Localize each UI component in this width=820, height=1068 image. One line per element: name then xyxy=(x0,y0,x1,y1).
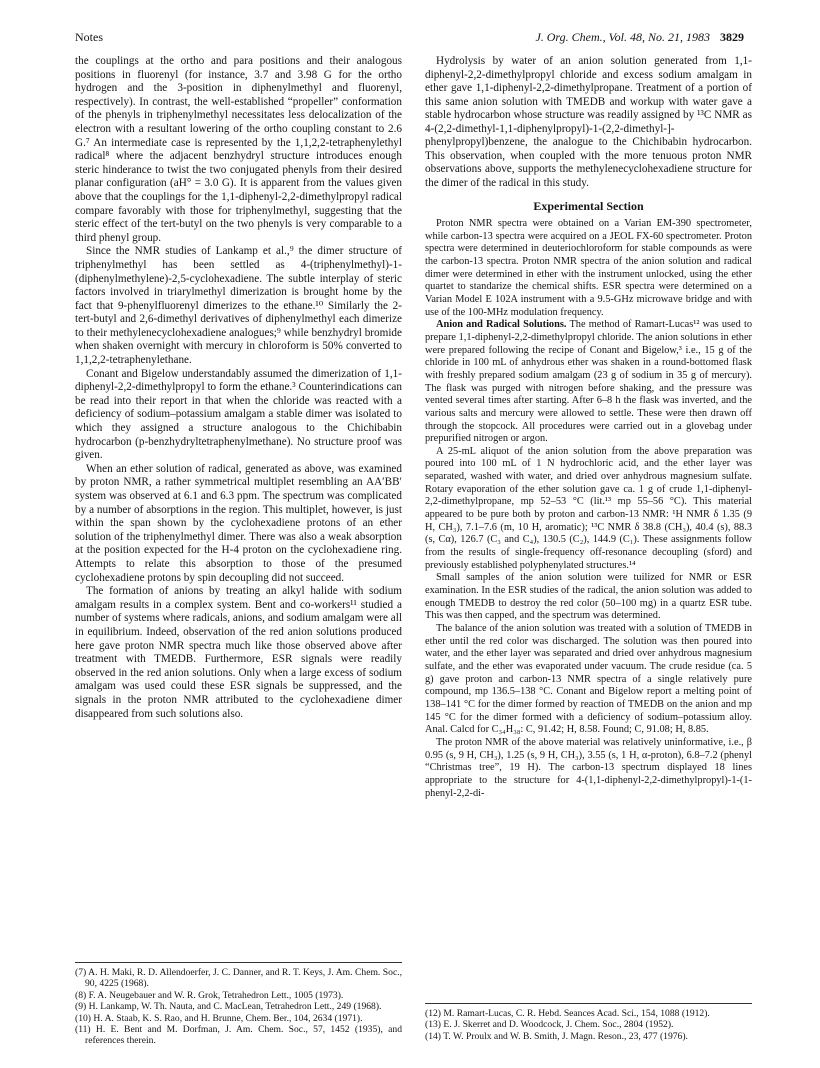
footnote: (9) H. Lankamp, W. Th. Nauta, and C. MacLean, Tetrahedron Lett., 249 (1968). xyxy=(75,1001,382,1013)
paragraph: The balance of the anion solution was treated with a solution of TMEDB in ether until the red color was discharged. The solution was then poured into water, and the ether layer was separated and dried over anhydrous magnesium sulfate, and the ether was evaporated under vacuum. The crude residue (ca. 5 g) gave proton and carbon-13 NMR spectra of a single relatively pure compound, mp 136.5–138 °C. Conant and Bigelow report a melting point of 138–141 °C for the dimer formed by reaction of TMEDB on the anion and mp 145 °C for the dimer formed with a deficiency of sodium–potassium alloy. Anal. Calcd for C₃₄H₃₈: C, 91.42; H, 8.58. Found; C, 91.08; H, 8.85. xyxy=(425,623,752,736)
paragraph-anion-radical xyxy=(425,319,752,446)
footnote: (7) A. H. Maki, R. D. Allendoerfer, J. C. Danner, and R. T. Keys, J. Am. Chem. Soc., 90, 4225 (1968). xyxy=(75,967,402,990)
paragraph: Since the NMR studies of Lankamp et al.,⁹ the dimer structure of triphenylmethyl has been settled as 4-(triphenylmethyl)-1-(diphenylmethylene)-2,5-cyclohexadiene. The subtle interplay of steric factors involved in triarylmethyl dimerization is brought home by the fact that 9-phenylfluorenyl dimerizes to the ethane.¹⁰ Similarly the 2-tert-butyl and 2,6-dimethyl derivatives of diphenylmethyl each dimerize to their methylenecyclohexadiene analogues;⁹ while benzhydryl bromide when shaken overnight with mercury in chloroform is 50% converted to 1,1,2,2-tetraphenylethane. xyxy=(75,245,402,367)
right-column xyxy=(425,55,752,800)
footnote: (12) M. Ramart-Lucas, C. R. Hebd. Seances Acad. Sci., 154, 1088 (1912). xyxy=(425,1008,710,1019)
header-section-label: Notes xyxy=(75,30,103,44)
experimental-body xyxy=(425,218,752,800)
paragraph: The formation of anions by treating an alkyl halide with sodium amalgam results in a complex system. Bent and co-workers¹¹ studied a number of systems where radicals, anions, and sodium amalgam were all in equilibrium. Indeed, observation of the red anion solutions produced here gave proton NMR spectra much like those observed above after treatment with TMEDB. Furthermore, ESR signals were readily observed in the red anion solutions. Only when a large excess of sodium amalgam was used could these ESR signals be suppressed, and the signals in the proton NMR attributed to the cyclohexadiene dimer disappeared from such solutions also. xyxy=(75,585,402,720)
paragraph: Small samples of the anion solution were tuilized for NMR or ESR examination. In the ESR studies of the radical, the anion solution was added to enough TMEDB to destroy the red color (50–100 mg) in a quartz ESR tube. This was then capped, and the spectrum was determined. xyxy=(425,572,752,622)
run-in-heading: Anion and Radical Solutions. xyxy=(436,319,567,331)
paragraph: Conant and Bigelow understandably assumed the dimerization of 1,1-diphenyl-2,2-dimethylpropyl to form the ethane.³ Counterindications can be read into their report in that when the chloride was reacted with a deficiency of sodium–potassium amalgam a stable dimer was isolated to which they assigned a structure analogous to the Chichibabin hydrocarbon (p-benzhydryltetraphenylmethane). No structure proof was given. xyxy=(75,367,402,462)
running-header xyxy=(75,30,744,46)
header-journal: J. Org. Chem., Vol. 48, No. 21, 1983 xyxy=(535,30,710,44)
paragraph: A 25-mL aliquot of the anion solution from the above preparation was poured into 100 mL of 1 N hydrochloric acid, and the ether layer was separated, washed with water, and dried over anhydrous magnesium sulfate. Rotary evaporation of the ether solution gave ca. 1 g of crude 1,1-diphenyl-2,2-dimethylpropane, mp 52–53 °C (lit.¹³ mp 55–56 °C). This material appeared to be pure both by proton and carbon-13 NMR: ¹H NMR δ 1.35 (9 H, CH₃), 7.1–7.6 (m, 10 H, aromatic); ¹³C NMR δ 38.8 (CH₃), 40.4 (s), 88.3 (s, Cα), 126.7 (C₃ and C₄), 130.5 (C₂), 144.9 (C₁). These assignments follow from the results of single-frequency off-resonance decoupling (sford) and previously established polyphenylated structures.¹⁴ xyxy=(425,445,752,571)
section-heading: Experimental Section xyxy=(533,199,644,213)
paragraph: Proton NMR spectra were obtained on a Varian EM-390 spectrometer, while carbon-13 spectra were acquired on a JEOL FX-60 spectrometer. Proton spectra were determined in deuteriochloroform for stable compounds as were the carbon-13 spectra. Proton NMR spectra of the anion solution and radical dimer were determined in ether with the instrument unlocked, using the ether quartet to standarize the chemical shifts. ESR spectra were determined on a Varian Model E 102A instrument with a 9.5-GHz microwave bridge and with use of the 100-MHz modulation frequency. xyxy=(425,218,752,318)
footnote: (11) H. E. Bent and M. Dorfman, J. Am. Chem. Soc., 57, 1452 (1935), and references therein. xyxy=(75,1024,402,1047)
right-intro xyxy=(425,55,752,190)
paragraph-text: The method of Ramart-Lucas¹² was used to prepare 1,1-diphenyl-2,2-dimethylpropyl chloride. The anion solutions in ether were prepared following the recipe of Conant and Bigelow,³ i.e., 15 g of the chloride in 100 mL of anhydrous ether was shaken in a round-bottomed flask with freshly prepared sodium amalgam (23 g of sodium in 35 g of mercury). The flask was purged with nitrogen before shaking, and the pressure was vented several times after starting. After 6–8 h the flask was inverted, and the various salts and mercury were allowed to settle. These were then drawn off through the stopcock. All procedures were carried out in a glovebag under prepurified nitrogen or argon. xyxy=(425,319,752,445)
footnote: (8) F. A. Neugebauer and W. R. Grok, Tetrahedron Lett., 1005 (1973). xyxy=(75,989,344,1001)
paragraph: the couplings at the ortho and para positions and their analogous positions in fluorenyl (for instance, 3.7 and 3.98 G for the ortho hydrogen and the 3-position in diphenylmethyl and fluorenyl, respectively). In contrast, the well-established “propeller” conformation of the phenyls in triphenylmethyl necessitates less delocalization of the electron with a resultant lowering of the ortho coupling constant to 2.6 G.⁷ An intermediate case is represented by the 1,1,2,2-tetraphenylethyl radical⁸ where the adjacent benzhydryl structure introduces enough steric hinderance to twist the two conjugated phenyls from their desired planar configuration (aH° = 3.0 G). It is apparent from the values given above that the couplings for the 1,1-diphenyl-2,2-dimethylpropyl radical compare favorably with those for triphenylmethyl, suggesting that the steric effect of the tert-butyl on the two phenyls is very comparable to a third phenyl group. xyxy=(75,55,402,244)
footnotes-left xyxy=(75,962,402,1047)
left-body xyxy=(75,55,402,721)
paragraph: The proton NMR of the above material was relatively uninformative, i.e., β 0.95 (s, 9 H, CH₃), 1.25 (s, 9 H, CH₃), 3.55 (s, 1 H, α-proton), 6.8–7.2 (phenyl “Christmas tree”, 19 H). The carbon-13 spectrum displayed 18 lines appropriate to the structure for 4-(1,1-diphenyl-2,2-dimethylpropyl)-1-(1-phenyl-2,2-di- xyxy=(425,736,752,799)
paragraph: When an ether solution of radical, generated as above, was examined by proton NMR, a rather symmetrical multiplet resembling an AA′BB′ system was observed at 6.1 and 6.3 ppm. The spectrum was complicated by a number of absorptions in the region. This multiplet, however, is just within the span shown by the cyclohexadiene protons of an ether solution of the triphenylmethyl dimer. There was also a weak absorption at the position expected for the H-4 proton on the cyclohexadiene ring. Attempts to relate this absorption to those of the presumed cyclohexadiene protons by spin decoupling did not succeed. xyxy=(75,462,402,584)
paragraph: Hydrolysis by water of an anion solution generated from 1,1-diphenyl-2,2-dimethylpropyl chloride and excess sodium amalgam in ether gave 1,1-diphenyl-2,2-dimethylpropane. Treatment of a portion of this same anion solution with TMEDB and workup with water gave a stable hydrocarbon whose structure was readily assigned by ¹³C NMR as 4-(2,2-dimethyl-1,1-diphenylpropyl)-1-(2,2-dimethyl-]-phenylpropyl)benzene, the analogue to the Chichibabin hydrocarbon. This observation, when coupled with the more tenuous proton NMR observations above, supports the methylenecyclohexadiene structure for the dimer of the radical in this study. xyxy=(425,55,752,189)
footnote: (13) E. J. Skerret and D. Woodcock, J. Chem. Soc., 2804 (1952). xyxy=(425,1019,674,1031)
left-column xyxy=(75,55,402,721)
footnotes-right xyxy=(425,1003,752,1042)
footnote: (10) H. A. Staab, K. S. Rao, and H. Brunne, Chem. Ber., 104, 2634 (1971). xyxy=(75,1012,363,1024)
footnote: (14) T. W. Proulx and W. B. Smith, J. Magn. Reson., 23, 477 (1976). xyxy=(425,1030,688,1042)
page-number: 3829 xyxy=(720,30,744,44)
header-citation xyxy=(535,30,744,45)
